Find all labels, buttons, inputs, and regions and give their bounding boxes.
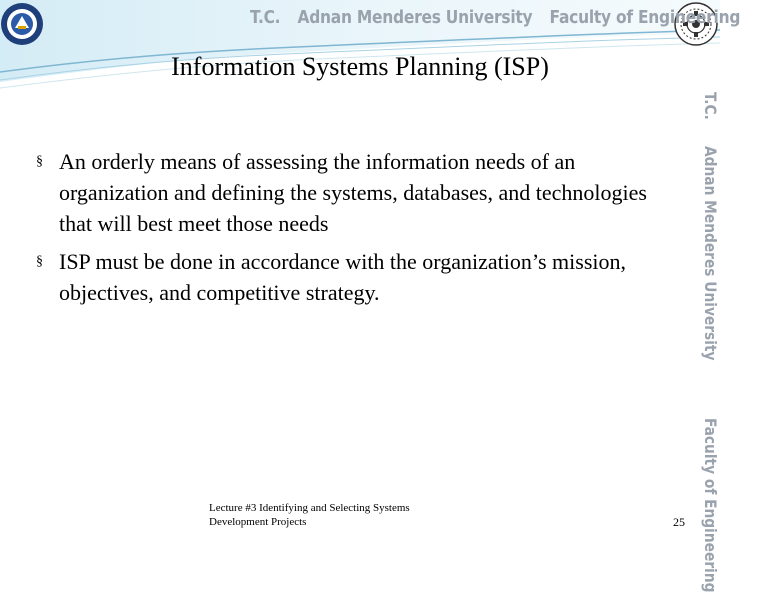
footer-line-2: Development Projects xyxy=(209,516,307,528)
bullet-list xyxy=(36,146,676,315)
footer-line-1: Lecture #3 Identifying and Selecting Systems xyxy=(209,502,410,514)
header-faculty: Faculty of Engineering xyxy=(549,6,741,28)
header-university: Adnan Menderes University xyxy=(297,6,533,28)
bullet-text: An orderly means of assessing the information needs of an organization and defining the systems, databases, and technologies that will best meet those needs xyxy=(59,149,647,236)
side-faculty: Faculty of Engineering xyxy=(701,417,721,592)
slide-title: Information Systems Planning (ISP) xyxy=(171,52,549,81)
university-seal-icon xyxy=(0,2,44,46)
bullet-icon: § xyxy=(36,254,43,269)
side-banner xyxy=(701,92,721,592)
footer-lecture-title xyxy=(209,501,469,529)
bullet-text: ISP must be done in accordance with the organization’s mission, objectives, and competitive strategy. xyxy=(59,249,627,305)
page-number: 25 xyxy=(673,515,685,529)
side-tc: T.C. xyxy=(701,92,721,120)
bullet-icon: § xyxy=(36,154,43,169)
header-tc: T.C. xyxy=(250,6,281,28)
institution-header xyxy=(250,4,757,30)
list-item xyxy=(36,246,676,308)
side-university: Adnan Menderes University xyxy=(701,146,721,361)
list-item xyxy=(36,146,676,239)
